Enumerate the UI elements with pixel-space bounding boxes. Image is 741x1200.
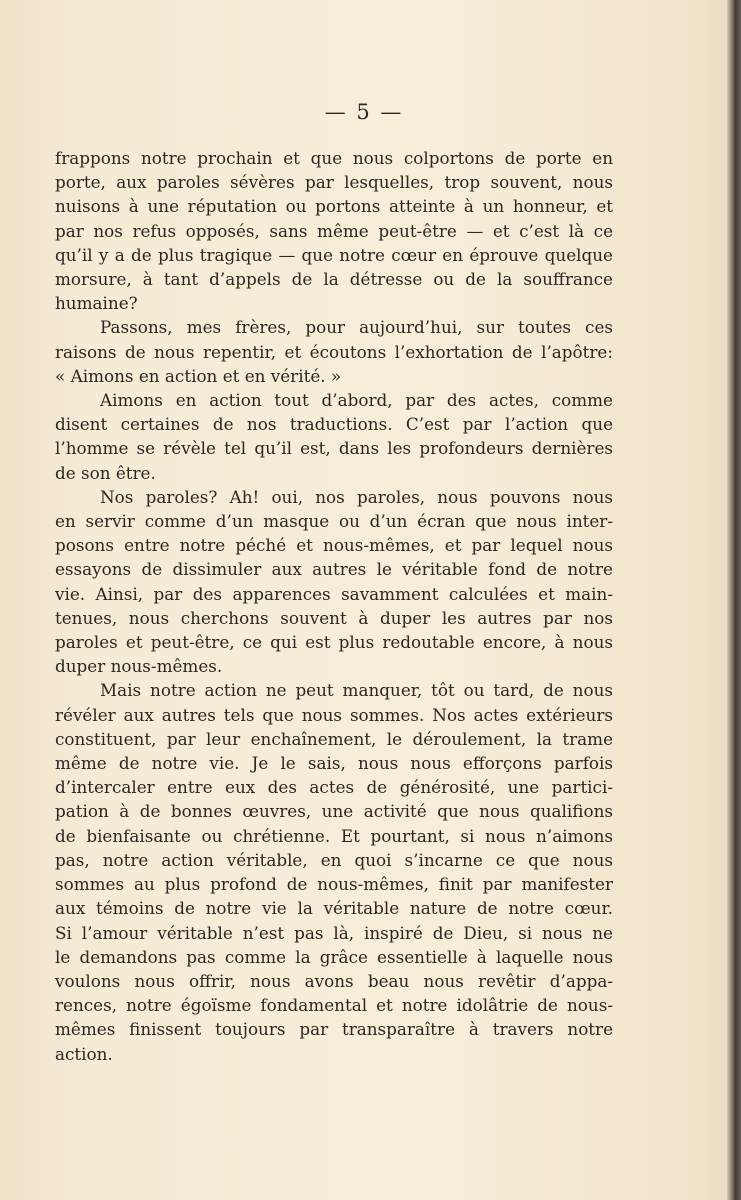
text-line: « Aimons en action et en vérité. » [55, 365, 342, 386]
text-line: Mais notre action ne peut manquer, tôt ou tard, de nous [100, 680, 613, 701]
text-line: morsure, à tant d’appels de la détresse ou de la souffrance [55, 269, 613, 290]
text-line: l’homme se révèle tel qu’il est, dans les profondeurs dernières [55, 438, 613, 459]
text-line: raisons de nous repentir, et écoutons l’exhortation de l’apôtre: [55, 341, 613, 362]
text-line: duper nous-mêmes. [55, 656, 223, 677]
text-line: révéler aux autres tels que nous sommes. Nos actes extérieurs [55, 704, 613, 725]
text-line: rences, notre égoïsme fondamental et notre idolâtrie de nous- [55, 995, 613, 1016]
text-line: le demandons pas comme la grâce essentielle à laquelle nous [55, 946, 613, 967]
text-line: tenues, nous cherchons souvent à duper les autres par nos [55, 607, 613, 628]
text-line: Passons, mes frères, pour aujourd’hui, sur toutes ces [100, 317, 613, 338]
text-line: mêmes finissent toujours par transparaître à travers notre [55, 1019, 613, 1040]
text-line: pas, notre action véritable, en quoi s’incarne ce que nous [55, 849, 613, 870]
text-line: aux témoins de notre vie la véritable nature de notre cœur. [55, 898, 613, 919]
text-line: disent certaines de nos traductions. C’est par l’action que [55, 414, 613, 435]
text-line: constituent, par leur enchaînement, le déroulement, la trame [55, 728, 613, 749]
text-line: par nos refus opposés, sans même peut-être — et c’est là ce [55, 220, 613, 241]
text-line: de bienfaisante ou chrétienne. Et pourtant, si nous n’aimons [55, 825, 613, 846]
text-line: Si l’amour véritable n’est pas là, inspiré de Dieu, si nous ne [55, 922, 613, 943]
text-line: porte, aux paroles sévères par lesquelles, trop souvent, nous [55, 172, 613, 193]
text-line: frappons notre prochain et que nous colportons de porte en [55, 148, 613, 168]
text-line: Aimons en action tout d’abord, par des actes, comme [100, 390, 613, 411]
page-number: — 5 — [324, 100, 404, 124]
text-line: voulons nous offrir, nous avons beau nous revêtir d’appa- [55, 970, 613, 991]
text-line: pation à de bonnes œuvres, une activité que nous qualifions [55, 801, 613, 822]
text-line: vie. Ainsi, par des apparences savamment calculées et main- [55, 583, 613, 604]
text-line: sommes au plus profond de nous-mêmes, finit par manifester [55, 874, 613, 895]
text-line: même de notre vie. Je le sais, nous nous efforçons parfois [55, 753, 613, 774]
text-line: qu’il y a de plus tragique — que notre cœur en éprouve quelque [55, 244, 613, 265]
text-line: humaine? [55, 293, 138, 314]
text-line: posons entre notre péché et nous-mêmes, et par lequel nous [55, 535, 613, 556]
text-line: essayons de dissimuler aux autres le véritable fond de notre [55, 559, 613, 580]
text-line: Nos paroles? Ah! oui, nos paroles, nous pouvons nous [100, 486, 613, 507]
text-line: action. [55, 1043, 113, 1064]
text-line: d’intercaler entre eux des actes de générosité, une partici- [55, 777, 613, 798]
text-line: en servir comme d’un masque ou d’un écran que nous inter- [55, 511, 613, 532]
text-line: nuisons à une réputation ou portons atteinte à un honneur, et [55, 196, 613, 217]
book-spine-edge [727, 0, 741, 1200]
text-line: de son être. [55, 462, 156, 483]
body-text [55, 146, 613, 1066]
text-line: paroles et peut-être, ce qui est plus redoutable encore, à nous [55, 632, 613, 653]
